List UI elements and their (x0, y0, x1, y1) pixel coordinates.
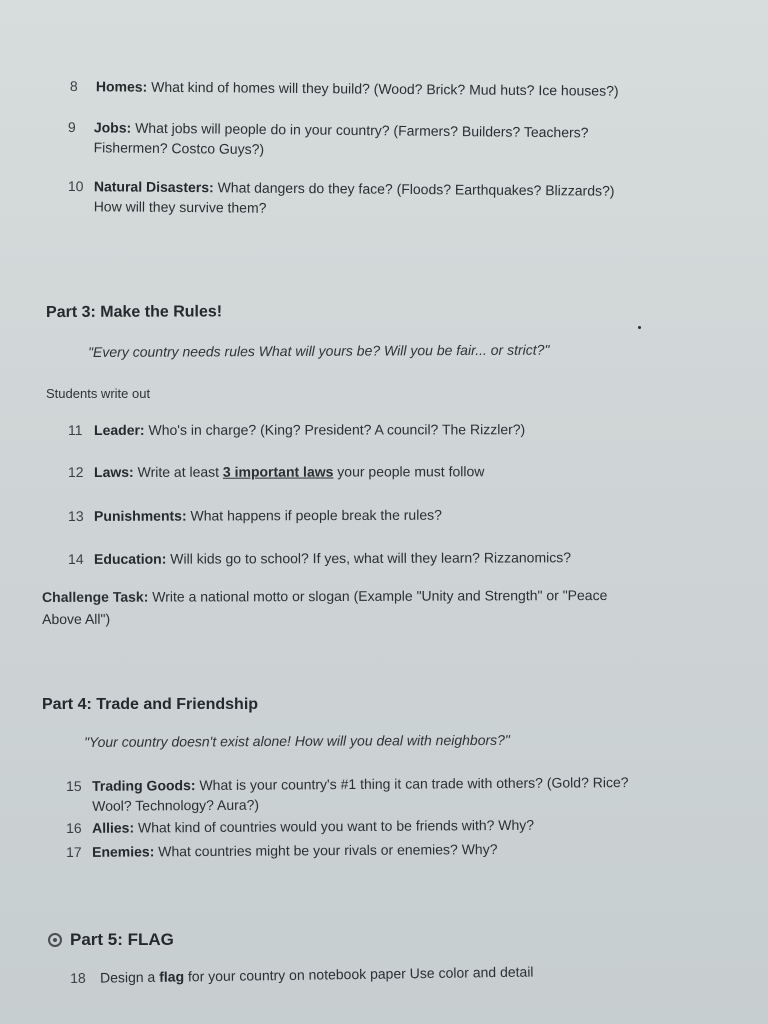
question-number: 8 (69, 77, 78, 95)
question-label: Enemies: (92, 843, 155, 860)
question-number: 10 (67, 177, 84, 195)
challenge-text: Write a national motto or slogan (Example "Unity and Strength" or "Peace (148, 587, 608, 605)
question-text: What is your country's #1 thing it can trade with others? (Gold? Rice? (195, 774, 629, 794)
part-4-quote: "Your country doesn't exist alone! How will you deal with neighbors?" (84, 731, 510, 750)
target-icon (48, 933, 62, 947)
question-text: What dangers do they face? (Floods? Earthquakes? Blizzards?) (213, 179, 615, 199)
question-13 (68, 505, 442, 526)
question-text: What kind of countries would you want to be friends with? Why? (134, 816, 535, 836)
part-3-quote: "Every country needs rules What will yours be? Will you be fair... or strict?" (88, 341, 550, 360)
question-label: Jobs: (93, 119, 132, 136)
challenge-label: Challenge Task: (42, 588, 149, 605)
emphasis-text: flag (159, 968, 185, 985)
question-label: Punishments: (94, 507, 187, 524)
question-number: 11 (68, 421, 83, 438)
part-4-heading: Part 4: Trade and Friendship (42, 696, 259, 713)
question-12 (68, 461, 484, 482)
question-14 (68, 547, 571, 569)
question-text-continued: How will they survive them? (93, 198, 267, 216)
question-label: Homes: (95, 78, 148, 95)
part-5-heading-row (48, 930, 174, 950)
question-label: Allies: (92, 819, 135, 836)
question-number: 13 (68, 507, 84, 524)
emphasis-text: 3 important laws (222, 463, 334, 480)
question-10 (68, 176, 615, 221)
question-18 (70, 962, 534, 988)
question-text-tail: your people must follow (333, 463, 485, 480)
part-3-heading: Part 3: Make the Rules! (46, 303, 223, 321)
question-text: What happens if people break the rules? (186, 506, 442, 524)
question-number: 15 (66, 777, 82, 794)
question-text: Will kids go to school? If yes, what will they learn? Rizzanomics? (166, 549, 572, 567)
question-text-continued: Wool? Technology? Aura?) (92, 796, 260, 814)
question-label: Leader: (94, 421, 145, 438)
question-8 (70, 76, 619, 101)
question-number: 14 (68, 550, 84, 567)
part-3-instruction: Students write out (46, 386, 151, 401)
question-text: Write at least (133, 463, 223, 480)
part-5-heading: Part 5: FLAG (70, 930, 174, 949)
question-17 (66, 839, 498, 862)
question-text-tail: for your country on notebook paper Use color and detail (183, 963, 534, 985)
question-text: Design a (96, 968, 160, 986)
question-11 (68, 419, 525, 440)
question-9 (68, 117, 589, 162)
question-label: Laws: (94, 463, 134, 480)
question-number: 17 (66, 843, 82, 860)
question-16 (66, 815, 534, 838)
question-15 (66, 772, 629, 816)
question-number: 18 (70, 969, 86, 986)
challenge-task (42, 584, 607, 630)
speck (638, 326, 641, 329)
question-number: 16 (66, 819, 82, 836)
question-text: What kind of homes will they build? (Wood? Brick? Mud huts? Ice houses?) (147, 78, 619, 99)
question-text: What jobs will people do in your country? (Farmers? Builders? Teachers? (131, 119, 589, 141)
question-label: Education: (94, 550, 167, 567)
question-number: 12 (68, 463, 84, 480)
question-text-continued: Fishermen? Costco Guys?) (93, 139, 265, 158)
question-number: 9 (67, 118, 76, 136)
question-label: Natural Disasters: (93, 178, 214, 196)
question-label: Trading Goods: (92, 777, 196, 794)
question-text: Who's in charge? (King? President? A council? The Rizzler?) (144, 421, 526, 438)
question-text: What countries might be your rivals or enemies? Why? (154, 840, 498, 860)
challenge-text-continued: Above All") (42, 610, 111, 627)
